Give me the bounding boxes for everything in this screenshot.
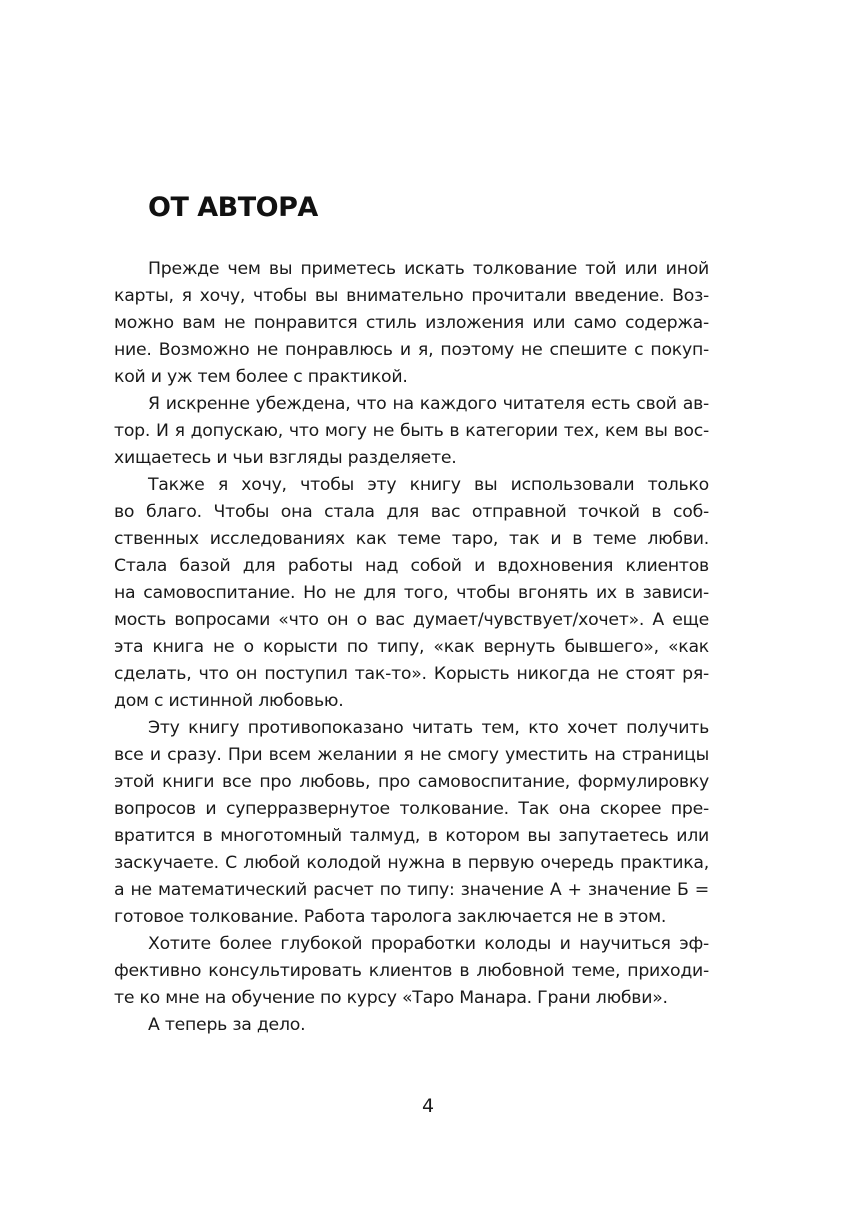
text-line: мость вопросами «что он о вас думает/чувствует/хочет». А еще [114,610,709,630]
text-line: сделать, что он поступил так-то». Корысть никогда не стоят ря- [114,664,709,684]
text-line: а не математический расчет по типу: значение А + значение Б = [114,880,709,900]
text-line: Эту книгу противопоказано читать тем, кто хочет получить [148,718,709,738]
text-line: этой книги все про любовь, про самовоспитание, формулировку [114,772,709,792]
text-line: тор. И я допускаю, что могу не быть в категории тех, кем вы вос- [114,421,709,441]
text-line: А теперь за дело. [148,1015,306,1035]
text-line: фективно консультировать клиентов в любовной теме, приходи- [114,961,709,981]
paragraph [114,472,709,715]
text-line: все и сразу. При всем желании я не смогу уместить на страницы [114,745,709,765]
page-number: 4 [421,1095,435,1117]
text-line: ственных исследованиях как теме таро, так и в теме любви. [114,529,709,549]
text-line: вопросов и суперразвернутое толкование. Так она скорее пре- [114,799,709,819]
text-line: дом с истинной любовью. [114,691,344,711]
text-line: те ко мне на обучение по курсу «Таро Манара. Грани любви». [114,988,668,1008]
paragraph [114,931,709,1012]
chapter-heading: ОТ АВТОРА [148,192,318,223]
text-line: Хотите более глубокой проработки колоды и научиться эф- [148,934,709,954]
text-line: Я искренне убеждена, что на каждого читателя есть свой ав- [148,394,709,414]
paragraph [114,1012,709,1039]
text-line: Прежде чем вы приметесь искать толкование той или иной [148,259,709,279]
text-line: ние. Возможно не понравлюсь и я, поэтому не спешите с покуп- [114,340,709,360]
paragraph [114,256,709,391]
text-line: на самовоспитание. Но не для того, чтобы вгонять их в зависи- [114,583,709,603]
text-line: кой и уж тем более с практикой. [114,367,408,387]
text-line: Также я хочу, чтобы эту книгу вы использовали только [148,475,709,495]
paragraph [114,391,709,472]
text-line: эта книга не о корысти по типу, «как вернуть бывшего», «как [114,637,709,657]
text-line: хищаетесь и чьи взгляды разделяете. [114,448,457,468]
text-line: вратится в многотомный талмуд, в котором вы запутаетесь или [114,826,709,846]
text-line: готовое толкование. Работа таролога заключается не в этом. [114,907,667,927]
text-line: Стала базой для работы над собой и вдохновения клиентов [114,556,709,576]
text-line: заскучаете. С любой колодой нужна в первую очередь практика, [114,853,709,873]
body-text [114,256,709,1039]
text-line: можно вам не понравится стиль изложения или само содержа- [114,313,709,333]
text-line: во благо. Чтобы она стала для вас отправной точкой в соб- [114,502,709,522]
text-line: карты, я хочу, чтобы вы внимательно прочитали введение. Воз- [114,286,709,306]
paragraph [114,715,709,931]
